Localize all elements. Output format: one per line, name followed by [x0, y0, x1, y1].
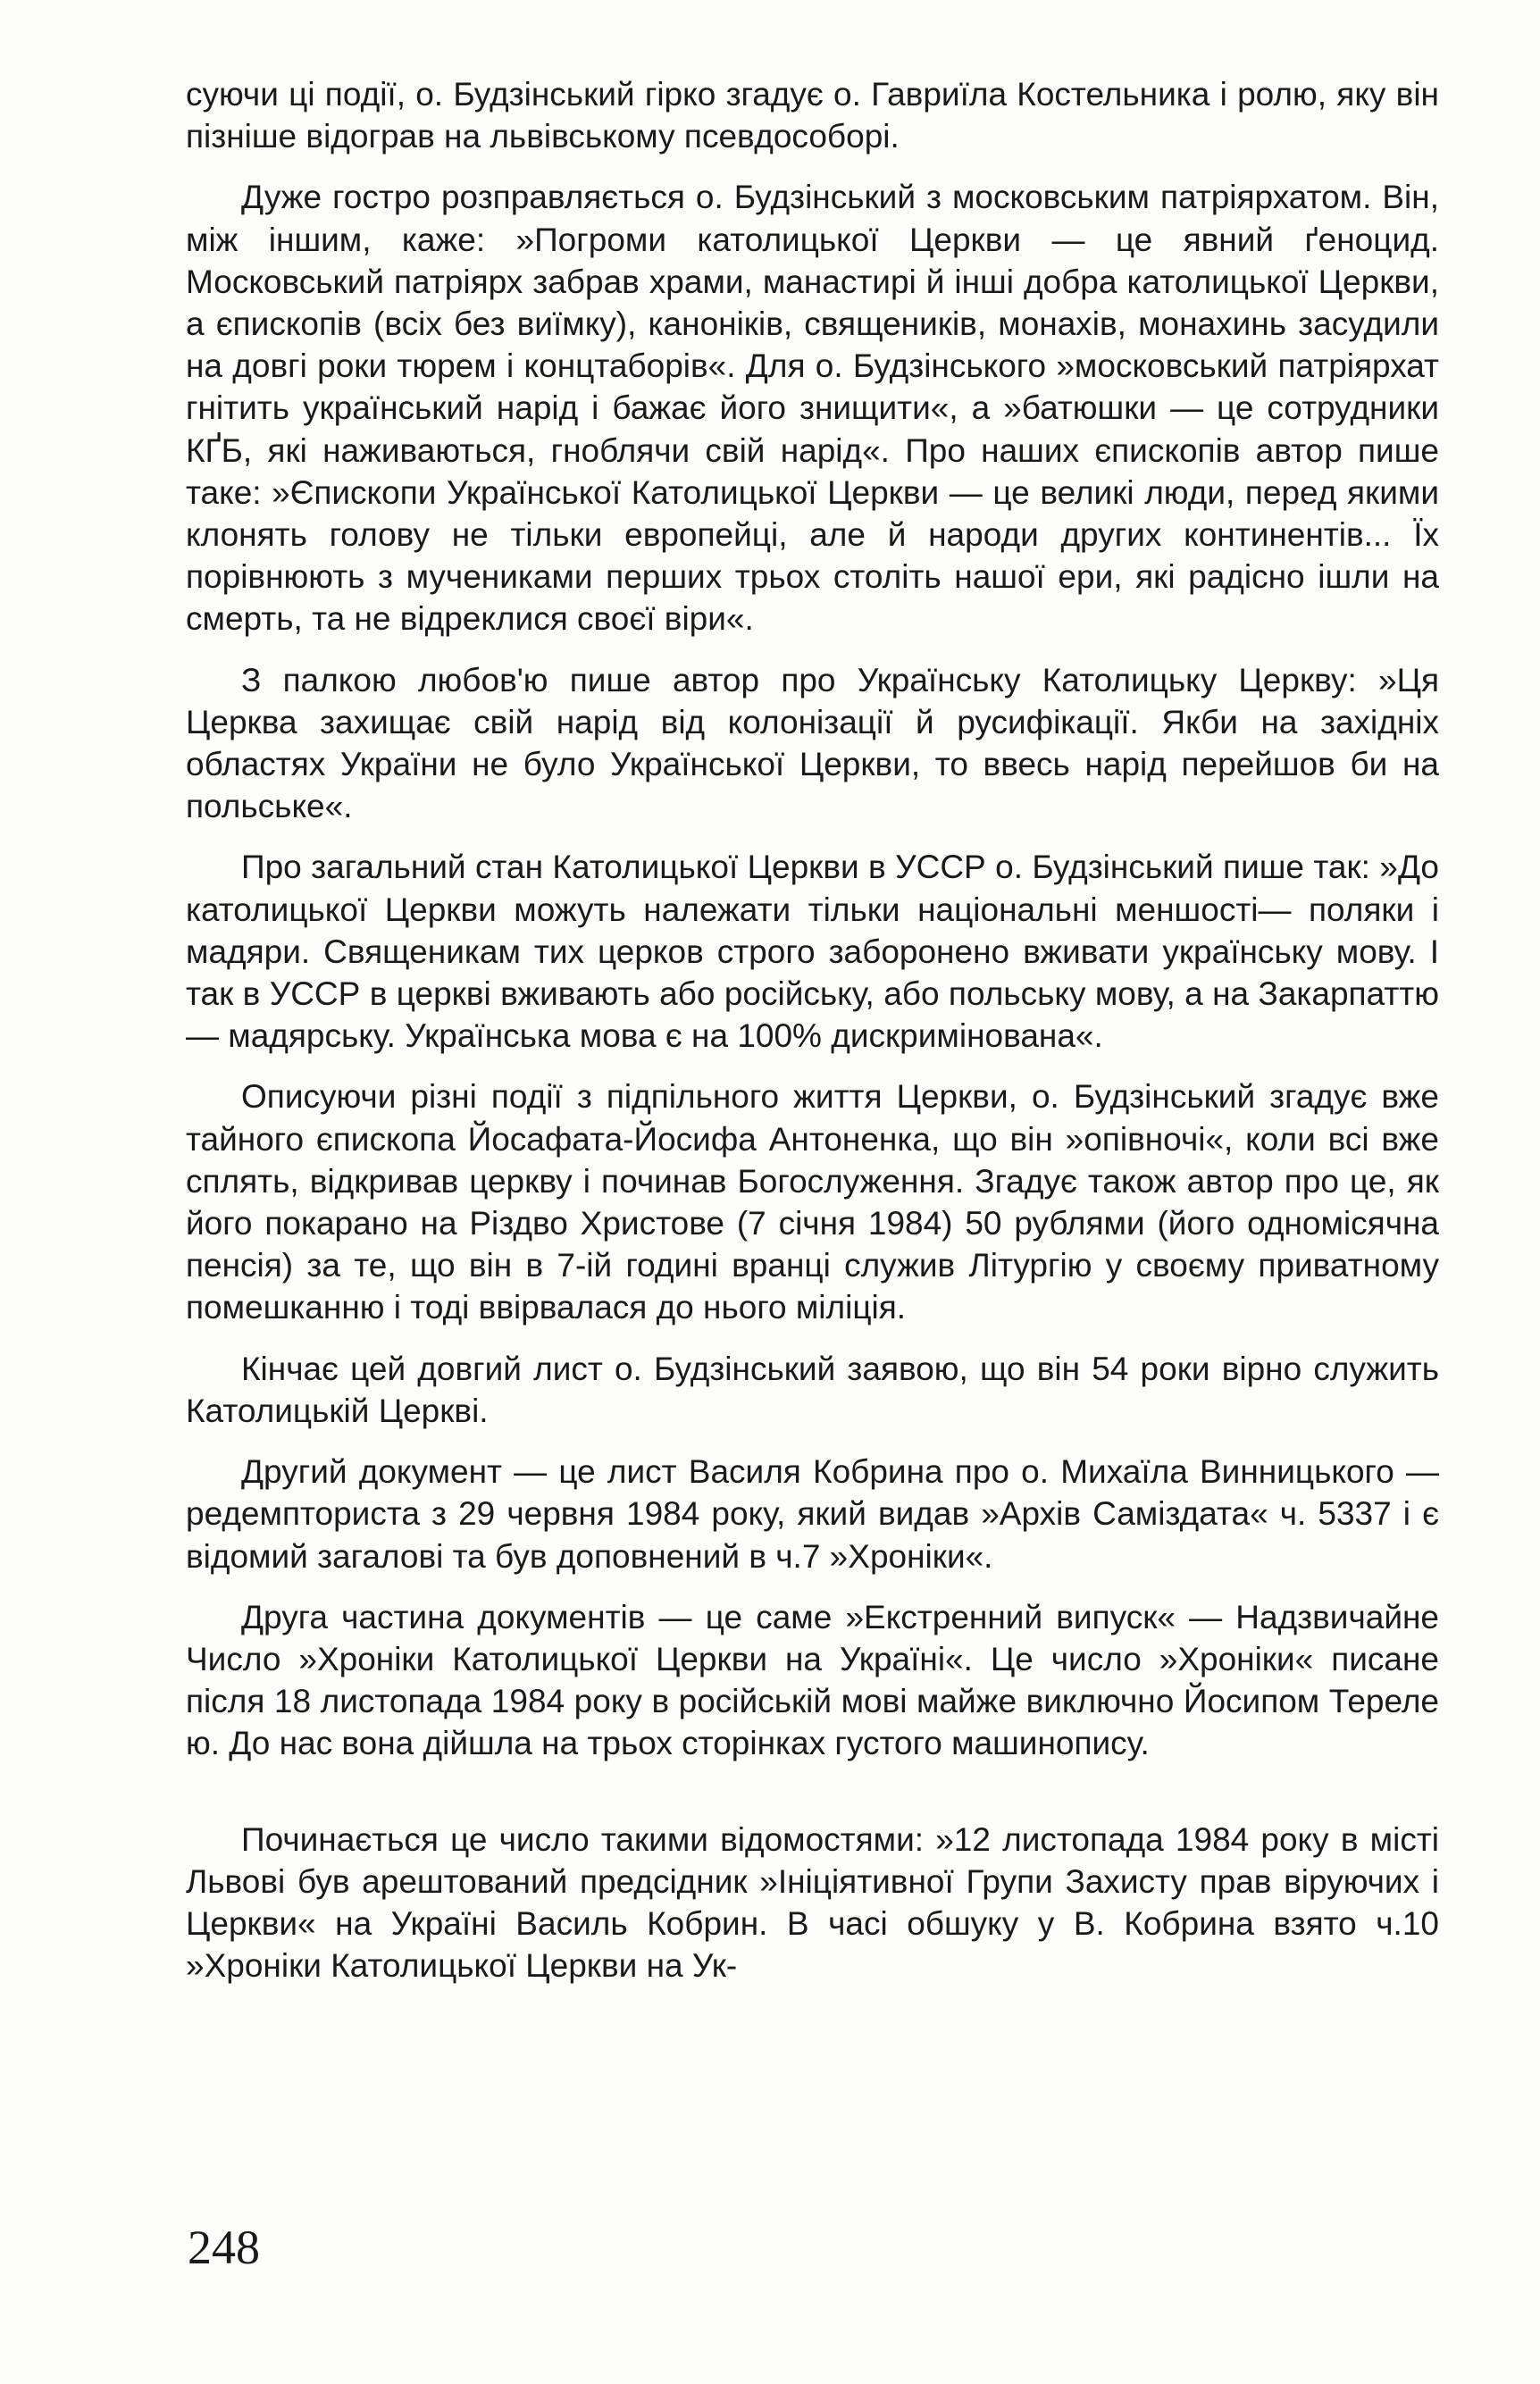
paragraph-2: Дуже гостро розправляється о. Будзінський з московським патріярхатом. Він, між іншим, каже: »Погроми католицької Церкви — це явний ґеноцид. Московський патріярх забрав храми, манастирі й інші добра католицької Церкви, а єпископів (всіх без виїмку), каноніків, священиків, монахів, монахинь засудили на довгі роки тюрем і концтаборів«. Для о. Будзінського »московський патріярхат гнітить український нарід і бажає його знищити«, а »батюшки — це сотрудники КҐБ, які наживаються, гноблячи свій нарід«. Про наших єпископів автор пише таке: »Єпископи Української Католицької Церкви — це великі люди, перед якими клонять голову не тільки европейці, але й народи других континентів... Їх порівнюють з мучениками перших трьох століть нашої ери, які радісно ішли на смерть, та не відреклися своєї віри«.	[186, 179, 1439, 638]
paragraph-1: суючи ці події, о. Будзінський гірко згадує о. Гавриїла Костельника і ролю, яку він пізніше відограв на львівському псевдособорі.	[186, 76, 1439, 155]
paragraph-9: Починається це число такими відомостями: »12 листопада 1984 року в місті Львові був арештований предсідник »Ініціятивної Групи Захисту прав віруючих і Церкви« на Україні Василь Кобрин. В часі обшуку у В. Кобрина взято ч.10 »Хроніки Католицької Церкви на Ук-	[186, 1820, 1439, 1985]
paragraph-4: Про загальний стан Католицької Церкви в УССР о. Будзінський пише так: »До католицької Церкви можуть належати тільки національні меншості— поляки і мадяри. Священикам тих церков строго заборонено вживати українську мову. І так в УССР в церкві вживають або російську, або польську мову, а на Закарпаттю — мадярську. Українська мова є на 100% дискримінована«.	[186, 849, 1439, 1055]
paragraph-7: Другий документ — це лист Василя Кобрина про о. Михаїла Винницького — редемпториста з 29 червня 1984 року, який видав »Архів Самiздата« ч. 5337 і є відомий загалові та був доповнений в ч.7 »Хроніки«.	[186, 1453, 1439, 1575]
paragraph-5: Описуючи різні події з підпільного життя Церкви, о. Будзінський згадує вже тайного єпископа Йосафата-Йосифа Антоненка, що він »опівночі«, коли всі вже сплять, відкривав церкву і починав Богослуження. Згадує також автор про це, як його покарано на Різдво Христове (7 січня 1984) 50 рублями (його одномісячна пенсія) за те, що він в 7-ій годині вранці служив Літургію у своєму приватному помешканню і тоді ввірвалася до нього міліція.	[186, 1078, 1439, 1326]
page-number: 248	[188, 2221, 260, 2274]
body-text	[186, 73, 1439, 1987]
paragraph-3: З палкою любов'ю пише автор про Українську Католицьку Церкву: »Ця Церква захищає свій нарід від колонізації й русифікації. Якби на західніх областях України не було Української Церкви, то ввесь нарід перейшов би на польське«.	[186, 661, 1439, 825]
paragraph-8: Друга частина документів — це саме »Екстренний випуск« — Надзвичайне Число »Хроніки Католицької Церкви на Україні«. Це число »Хроніки« писане після 18 листопада 1984 року в російській мові майже виключно Йосипом Тереле​ю. До нас вона дійшла на трьох сторінках густого машинопису.	[186, 1598, 1439, 1762]
paragraph-6: Кінчає цей довгий лист о. Будзінський заявою, що він 54 роки вірно служить Католицькій Церкві.	[186, 1350, 1439, 1429]
